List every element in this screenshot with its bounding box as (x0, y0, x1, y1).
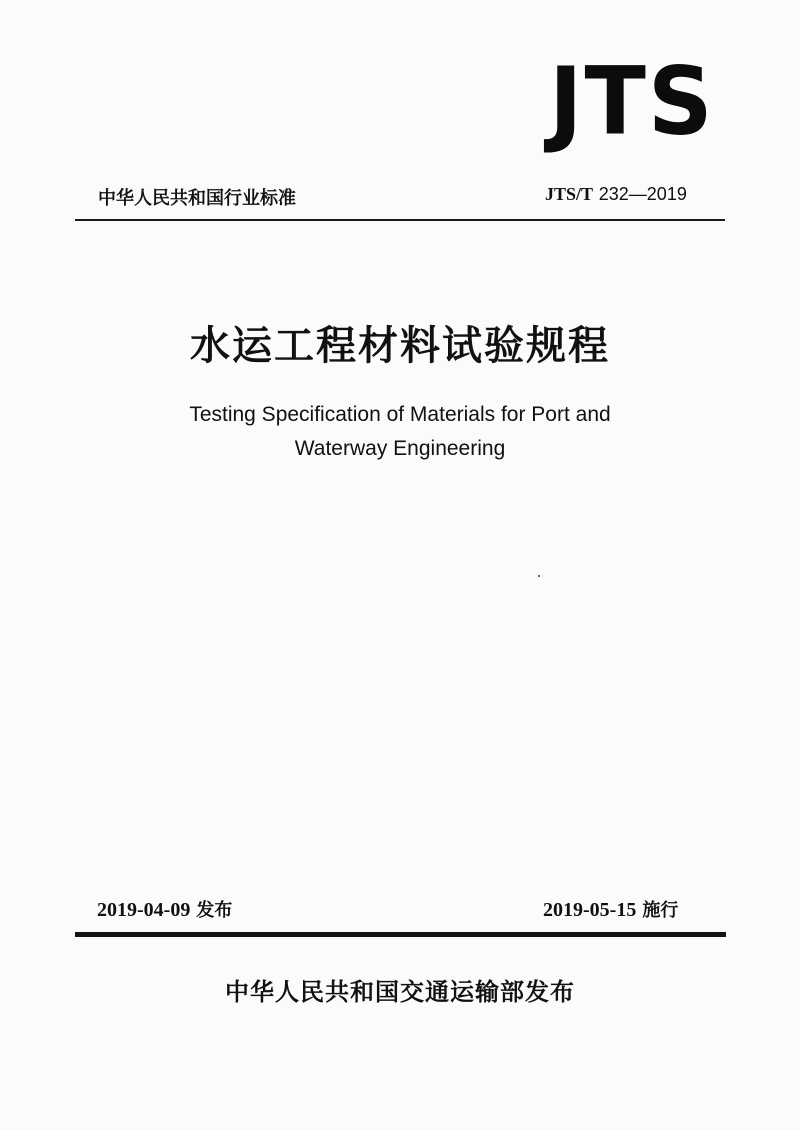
standard-code-prefix: JTS/T (545, 184, 594, 204)
footer-divider (75, 932, 726, 937)
title-english-line-1: Testing Specification of Materials for Port and (189, 403, 611, 426)
implement-label: 施行 (642, 900, 679, 921)
standard-category: 中华人民共和国行业标准 (98, 188, 296, 209)
implement-date: 2019-05-15 (543, 899, 637, 921)
title-chinese: 水运工程材料试验规程 (190, 322, 610, 369)
issue-date-block (97, 896, 232, 922)
issue-date: 2019-04-09 (97, 899, 191, 921)
title-english (0, 398, 800, 466)
implement-date-block (543, 896, 678, 922)
standard-code (545, 184, 687, 205)
header-divider (75, 219, 725, 221)
jts-logo: JTS (549, 47, 715, 157)
issue-label: 发布 (196, 900, 233, 921)
title-english-line-2: Waterway Engineering (294, 437, 506, 460)
paper-speck (538, 575, 540, 577)
standard-code-number: 232—2019 (598, 184, 687, 204)
publisher: 中华人民共和国交通运输部发布 (225, 978, 575, 1006)
